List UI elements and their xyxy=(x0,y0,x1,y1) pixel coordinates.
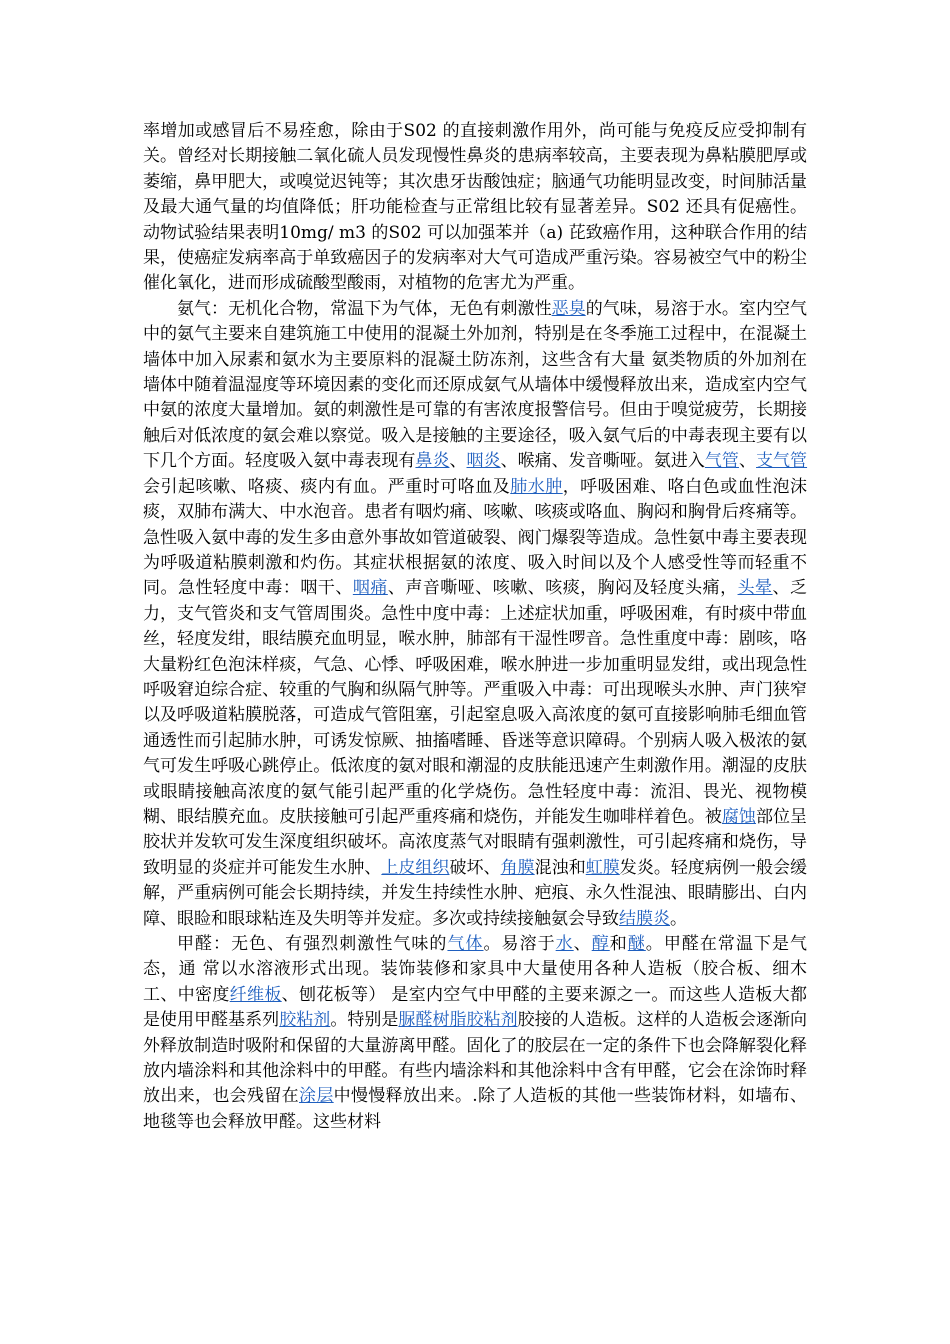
inline-link[interactable]: 鼻炎 xyxy=(415,451,450,472)
text-run: 的气味，易溶于水。室内空气中的氨气主要来自建筑施工中使用的混凝土外加剂，特别是在冬季施工过程中，在混凝土墙体中加入尿素和氨水为主要原料的混凝土防冻剂，这些含有大量 氨类物质的外加剂在墙体中随着温湿度等环境因素的变化而还原成氨气从墙体中缓慢释放出来，造成室内空气中氨的浓度大量增加。氨的刺激性是可靠的有害浓度报警信号。但由于嗅觉疲劳，长期接触后对低浓度的氨会难以察觉。吸入是接触的主要途径，吸入氨气后的中毒表现主要有以下几个方面。轻度吸入氨中毒表现有 xyxy=(143,298,808,472)
text-run: 和 xyxy=(609,934,628,954)
inline-link[interactable]: 上皮组织 xyxy=(381,857,450,878)
text-run: 破坏、 xyxy=(449,857,501,878)
inline-link[interactable]: 肺水肿 xyxy=(510,476,563,497)
inline-link[interactable]: 咽痛 xyxy=(352,578,388,599)
text-run: 。 xyxy=(670,908,687,929)
inline-link[interactable]: 胶粘剂 xyxy=(279,1010,331,1031)
inline-link[interactable]: 恶臭 xyxy=(551,298,586,319)
text-run: 率增加或感冒后不易痊愈，除由于S02 的直接刺激作用外，尚可能与免疫反应受抑制有关。曾经对长期接触二氧化硫人员发现慢性鼻炎的患病率较高，主要表现为鼻粘膜肥厚或萎缩，鼻甲肥大，或嗅觉迟钝等；其次患牙齿酸蚀症；脑通气功能明显改变，时间肺活量及最大通气量的均值降低；肝功能检查与正常组比较有显著差异。S02 还具有促癌性。动物试验结果表明10mg/ m3 的S02 可以加强苯并（a) 芘致癌作用，这种联合作用的结果，使癌症发病率高于单致癌因子的发病率对大气可造成严重污染。容易被空气中的粉尘催化氧化，进而形成硫酸型酸雨，对植物的危害尤为严重。 xyxy=(143,121,807,294)
document-body xyxy=(143,119,807,1135)
inline-link[interactable]: 结膜炎 xyxy=(619,908,670,929)
inline-link[interactable]: 头晕 xyxy=(737,578,773,599)
text-run: 发炎。轻度病例一般会缓解，严重病例可能会长期持续，并发生持续性水肿、疤痕、永久性混浊、眼睛膨出、白内障、眼睑和眼球粘连及失明等并发症。多次或持续接触氨会导致 xyxy=(143,857,808,929)
inline-link[interactable]: 水 xyxy=(555,934,574,954)
text-run: 混浊和 xyxy=(534,857,586,878)
text-run: 胶接的人造板。这样的人造板会逐渐向外释放制造时吸附和保留的大量游离甲醛。固化了的胶层在一定的条件下也会降解裂化释放内墙涂料和其他涂料中的甲醛。有些内墙涂料和其他涂料中含有甲醛，它会在涂饰时释放出来，也会残留在 xyxy=(143,1010,808,1107)
inline-link[interactable]: 纤维板 xyxy=(229,984,282,1005)
inline-link[interactable]: 气体 xyxy=(447,934,484,954)
text-run: 中慢慢释放出来。.除了人造板的其他一些装饰材料，如墙布、地毯等也会释放甲醛。这些材料 xyxy=(143,1086,808,1132)
text-run: ，呼吸困难、咯白色或血性泡沫痰，双肺布满大、中水泡音。患者有咽灼痛、咳嗽、咳痰或咯血、胸闷和胸骨后疼痛等。急性吸入氨中毒的发生多由意外事故如管道破裂、阀门爆裂等造成。急性氨中毒主要表现为呼吸道粘膜刺激和灼伤。其症状根据氨的浓度、吸入时间以及个人感受性等而轻重不同。急性轻度中毒：咽干、 xyxy=(143,476,808,599)
text-run: 、 xyxy=(573,934,592,954)
text-run: 氨气：无机化合物，常温下为气体，无色有刺激性 xyxy=(177,298,552,319)
text-run: 、 xyxy=(449,451,467,472)
text-run: 、声音嘶哑、咳嗽、咳痰，胸闷及轻度头痛， xyxy=(387,578,738,599)
paragraph xyxy=(143,297,807,932)
inline-link[interactable]: 角膜 xyxy=(500,857,535,878)
text-run: 、喉痛、发音嘶哑。氨进入 xyxy=(500,451,705,472)
inline-link[interactable]: 涂层 xyxy=(298,1086,334,1107)
inline-link[interactable]: 醇 xyxy=(591,934,610,954)
inline-link[interactable]: 腐蚀 xyxy=(721,806,756,827)
text-run: 、刨花板等） 是室内空气中甲醛的主要来源之一。而这些人造板大都是使用甲醛基系列 xyxy=(143,984,808,1031)
text-run: 、 xyxy=(738,451,756,472)
text-run: 会引起咳嗽、咯痰、痰内有血。严重时可咯血及 xyxy=(143,476,511,497)
inline-link[interactable]: 支气管 xyxy=(756,451,808,472)
text-run: 部位呈胶状并发软可发生深度组织破坏。高浓度蒸气对眼睛有强刺激性，可引起疼痛和烧伤，导致明显的炎症并可能发生水肿、 xyxy=(143,806,808,878)
paragraph xyxy=(143,119,807,297)
paragraph xyxy=(143,932,807,1135)
text-run: 、乏力，支气管炎和支气管周围炎。急性中度中毒：上述症状加重，呼吸困难，有时痰中带血丝，轻度发绀，眼结膜充血明显，喉水肿，肺部有干湿性啰音。急性重度中毒：剧咳，咯大量粉红色泡沫样痰，气急、心悸、呼吸困难，喉水肿进一步加重明显发绀，或出现急性呼吸窘迫综合症、较重的气胸和纵隔气肿等。严重吸入中毒：可出现喉头水肿、声门狭窄以及呼吸道粘膜脱落，可造成气管阻塞，引起窒息吸入高浓度的氨可直接影响肺毛细血管通透性而引起肺水肿，可诱发惊厥、抽搐嗜睡、昏迷等意识障碍。个别病人吸入极浓的氨气可发生呼吸心跳停止。低浓度的氨对眼和潮湿的皮肤能迅速产生刺激作用。潮湿的皮肤或眼睛接触高浓度的氨气能引起严重的化学烧伤。急性轻度中毒：流泪、畏光、视物模糊、眼结膜充血。皮肤接触可引起严重疼痛和烧伤，并能发生咖啡样着色。被 xyxy=(143,578,808,827)
inline-link[interactable]: 脲醛树脂胶粘剂 xyxy=(398,1010,518,1031)
text-run: 。易溶于 xyxy=(483,934,556,954)
inline-link[interactable]: 醚 xyxy=(627,934,646,954)
inline-link[interactable]: 咽炎 xyxy=(466,451,501,472)
inline-link[interactable]: 虹膜 xyxy=(585,857,620,878)
text-run: 甲醛：无色、有强烈刺激性气味的 xyxy=(177,934,448,954)
text-run: 。甲醛在常温下是气 态，通 常以水溶液形式出现。装饰装修和家具中大量使用各种人造板（胶合板、细木工、中密度 xyxy=(143,934,808,1005)
text-run: 。特别是 xyxy=(330,1010,399,1031)
inline-link[interactable]: 气管 xyxy=(704,451,739,472)
